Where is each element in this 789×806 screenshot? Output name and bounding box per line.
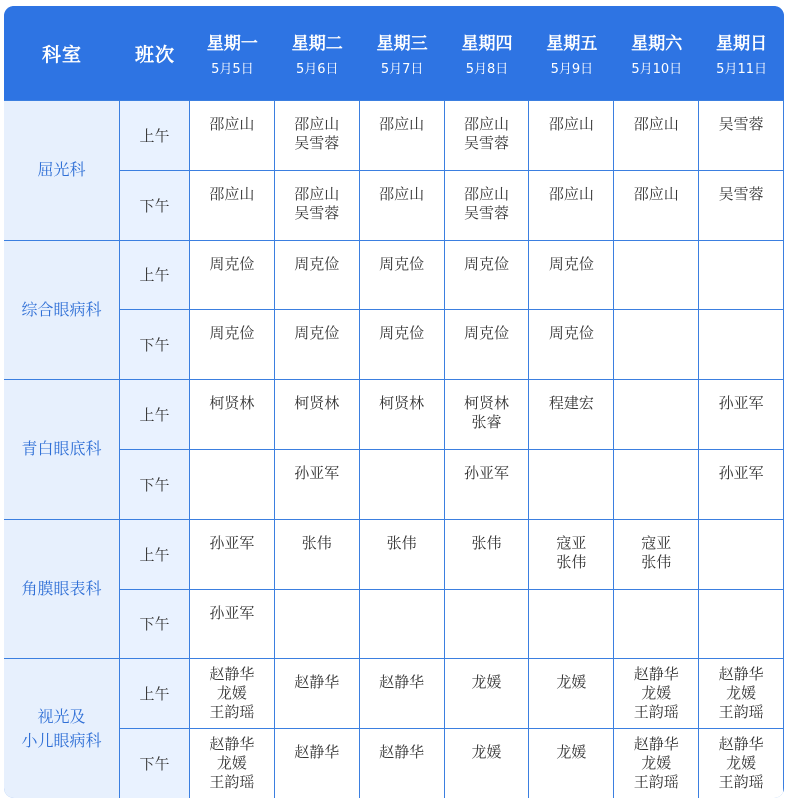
schedule-cell xyxy=(699,171,783,240)
schedule-cell xyxy=(275,310,359,379)
schedule-cell xyxy=(275,101,359,170)
schedule-cell xyxy=(614,380,698,449)
doctor-names: 邵应山 吴雪蓉 xyxy=(464,115,510,152)
doctor-names: 周克俭 xyxy=(548,324,594,343)
doctor-names: 寇亚 张伟 xyxy=(556,533,587,571)
doctor-names: 赵静华 龙媛 王韵瑶 xyxy=(209,665,255,722)
doctor-names: 邵应山 xyxy=(379,184,425,203)
schedule-cell xyxy=(699,310,783,379)
schedule-cell xyxy=(614,310,698,379)
header-day-date: 5月7日 xyxy=(380,62,424,77)
doctor-names: 孙亚军 xyxy=(209,603,255,622)
doctor-names: 柯贤林 张睿 xyxy=(464,394,510,432)
schedule-cell xyxy=(445,450,529,519)
shift-label: 下午 xyxy=(139,475,170,494)
doctor-names: 邵应山 xyxy=(548,115,594,133)
schedule-cell xyxy=(275,380,359,449)
schedule-cell xyxy=(614,520,698,589)
header-day-5 xyxy=(529,6,614,100)
header-day-date: 5月10日 xyxy=(631,62,683,77)
doctor-names: 柯贤林 xyxy=(209,394,255,413)
schedule-cell xyxy=(699,590,783,659)
doctor-names: 吴雪蓉 xyxy=(718,115,764,133)
department-name: 屈光科 xyxy=(37,160,86,180)
doctor-names: 邵应山 xyxy=(633,115,679,133)
schedule-cell xyxy=(699,729,783,798)
header-day-name: 星期六 xyxy=(631,34,683,54)
schedule-cell xyxy=(190,659,274,728)
shift-label: 下午 xyxy=(139,755,170,774)
department-cell xyxy=(4,380,119,519)
schedule-cell xyxy=(699,659,783,728)
doctor-names: 邵应山 xyxy=(209,115,255,133)
schedule-cell xyxy=(445,520,529,589)
header-day-4 xyxy=(445,6,530,100)
doctor-names: 龙媛 xyxy=(556,743,587,762)
department-cell xyxy=(4,520,119,659)
doctor-names: 邵应山 吴雪蓉 xyxy=(294,184,340,222)
doctor-names: 柯贤林 xyxy=(379,394,425,413)
shift-cell xyxy=(120,729,189,798)
schedule-cell xyxy=(614,101,698,170)
header-day-date: 5月6日 xyxy=(296,62,339,77)
shift-label: 上午 xyxy=(139,266,170,285)
doctor-names: 赵静华 龙媛 王韵瑶 xyxy=(718,665,764,722)
schedule-cell xyxy=(190,171,274,240)
schedule-cell xyxy=(190,520,274,589)
schedule-cell xyxy=(699,101,783,170)
doctor-names: 周克俭 xyxy=(209,324,255,343)
schedule-cell xyxy=(360,241,444,310)
schedule-cell xyxy=(275,590,359,659)
schedule-cell xyxy=(529,380,613,449)
doctor-names: 赵静华 xyxy=(379,743,425,762)
department-cell xyxy=(4,101,119,240)
shift-cell xyxy=(120,380,189,449)
doctor-names: 周克俭 xyxy=(548,254,594,273)
doctor-names: 柯贤林 xyxy=(294,394,340,413)
doctor-names: 邵应山 xyxy=(633,184,679,203)
doctor-names: 赵静华 龙媛 王韵瑶 xyxy=(633,735,679,792)
schedule-cell xyxy=(445,590,529,659)
schedule-cell xyxy=(614,241,698,310)
department-name: 视光及 小儿眼病科 xyxy=(21,706,102,750)
schedule-cell xyxy=(275,171,359,240)
shift-cell xyxy=(120,450,189,519)
schedule-cell xyxy=(529,729,613,798)
shift-cell xyxy=(120,241,189,310)
shift-label: 上午 xyxy=(139,406,170,425)
schedule-cell xyxy=(614,171,698,240)
doctor-names: 程建宏 xyxy=(548,394,594,413)
header-dept xyxy=(4,6,120,100)
header-day-name: 星期日 xyxy=(716,34,768,54)
doctor-names: 周克俭 xyxy=(294,324,340,343)
doctor-names: 周克俭 xyxy=(379,324,425,343)
schedule-cell xyxy=(275,241,359,310)
shift-label: 下午 xyxy=(139,336,170,355)
doctor-names: 邵应山 吴雪蓉 xyxy=(294,115,340,152)
doctor-names: 周克俭 xyxy=(379,254,425,273)
schedule-cell xyxy=(360,659,444,728)
doctor-names: 赵静华 龙媛 王韵瑶 xyxy=(209,735,255,792)
schedule-cell xyxy=(699,520,783,589)
doctor-names: 赵静华 xyxy=(294,673,340,692)
schedule-cell xyxy=(360,380,444,449)
schedule-cell xyxy=(275,659,359,728)
schedule-cell xyxy=(529,450,613,519)
schedule-cell xyxy=(275,729,359,798)
doctor-names: 张伟 xyxy=(386,533,417,552)
department-cell xyxy=(4,659,119,798)
schedule-cell xyxy=(360,310,444,379)
header-dept-label: 科室 xyxy=(41,43,82,66)
shift-label: 下午 xyxy=(139,615,170,634)
header-day-name: 星期三 xyxy=(376,34,428,54)
header-day-date: 5月11日 xyxy=(716,62,767,77)
doctor-names: 邵应山 xyxy=(548,184,594,203)
schedule-cell xyxy=(445,171,529,240)
header-shift-label: 班次 xyxy=(134,43,175,66)
schedule-cell xyxy=(699,380,783,449)
header-day-7 xyxy=(699,6,784,100)
schedule-cell xyxy=(360,520,444,589)
shift-label: 上午 xyxy=(139,126,170,145)
schedule-cell xyxy=(360,450,444,519)
schedule-cell xyxy=(445,241,529,310)
department-name: 综合眼病科 xyxy=(21,299,102,319)
schedule-cell xyxy=(529,171,613,240)
shift-cell xyxy=(120,101,189,170)
schedule-cell xyxy=(360,171,444,240)
schedule-table xyxy=(4,6,784,798)
doctor-names: 赵静华 xyxy=(379,673,425,692)
doctor-names: 龙媛 xyxy=(471,673,502,692)
schedule-cell xyxy=(190,729,274,798)
doctor-names: 孙亚军 xyxy=(464,464,510,482)
header-day-3 xyxy=(360,6,445,100)
shift-cell xyxy=(120,520,189,589)
header-day-1 xyxy=(190,6,275,100)
shift-cell xyxy=(120,590,189,659)
schedule-cell xyxy=(529,101,613,170)
table-body xyxy=(4,100,784,798)
header-day-date: 5月8日 xyxy=(465,62,509,77)
doctor-names: 张伟 xyxy=(301,533,332,552)
shift-label: 上午 xyxy=(139,685,170,704)
doctor-names: 龙媛 xyxy=(471,743,502,762)
schedule-cell xyxy=(529,659,613,728)
doctor-names: 孙亚军 xyxy=(209,533,255,552)
schedule-cell xyxy=(190,450,274,519)
table-header xyxy=(4,6,784,100)
header-day-name: 星期二 xyxy=(291,34,343,54)
department-name: 角膜眼表科 xyxy=(21,579,102,599)
shift-cell xyxy=(120,659,189,728)
doctor-names: 周克俭 xyxy=(209,254,255,273)
header-day-date: 5月9日 xyxy=(550,62,594,77)
header-day-6 xyxy=(614,6,699,100)
schedule-cell xyxy=(445,101,529,170)
shift-cell xyxy=(120,310,189,379)
doctor-names: 寇亚 张伟 xyxy=(641,533,672,571)
header-shift xyxy=(120,6,190,100)
header-day-name: 星期四 xyxy=(461,34,513,54)
schedule-cell xyxy=(190,380,274,449)
doctor-names: 周克俭 xyxy=(464,324,510,343)
schedule-cell xyxy=(699,450,783,519)
doctor-names: 邵应山 xyxy=(209,184,255,203)
header-day-date: 5月5日 xyxy=(211,62,254,77)
doctor-names: 孙亚军 xyxy=(718,464,764,482)
schedule-cell xyxy=(190,241,274,310)
schedule-cell xyxy=(190,101,274,170)
shift-label: 上午 xyxy=(139,545,170,564)
schedule-cell xyxy=(699,241,783,310)
shift-cell xyxy=(120,171,189,240)
header-day-name: 星期一 xyxy=(206,34,258,54)
schedule-cell xyxy=(190,590,274,659)
department-name: 青白眼底科 xyxy=(21,439,102,459)
doctor-names: 张伟 xyxy=(471,533,502,552)
schedule-cell xyxy=(445,310,529,379)
doctor-names: 孙亚军 xyxy=(718,394,764,413)
schedule-cell xyxy=(360,590,444,659)
schedule-cell xyxy=(275,520,359,589)
schedule-cell xyxy=(529,590,613,659)
schedule-cell xyxy=(360,729,444,798)
doctor-names: 周克俭 xyxy=(294,254,340,273)
schedule-cell xyxy=(614,450,698,519)
department-cell xyxy=(4,241,119,380)
doctor-names: 龙媛 xyxy=(556,673,587,692)
schedule-cell xyxy=(445,380,529,449)
schedule-cell xyxy=(614,659,698,728)
header-day-name: 星期五 xyxy=(546,34,598,54)
doctor-names: 赵静华 龙媛 王韵瑶 xyxy=(633,665,679,722)
shift-label: 下午 xyxy=(139,196,170,215)
doctor-names: 赵静华 xyxy=(294,743,340,762)
schedule-cell xyxy=(614,729,698,798)
doctor-names: 吴雪蓉 xyxy=(718,184,764,203)
schedule-cell xyxy=(360,101,444,170)
schedule-cell xyxy=(275,450,359,519)
schedule-cell xyxy=(445,729,529,798)
doctor-names: 邵应山 吴雪蓉 xyxy=(464,184,510,222)
schedule-cell xyxy=(614,590,698,659)
doctor-names: 周克俭 xyxy=(464,254,510,273)
schedule-cell xyxy=(529,241,613,310)
schedule-cell xyxy=(445,659,529,728)
schedule-cell xyxy=(529,310,613,379)
header-day-2 xyxy=(275,6,360,100)
doctor-names: 孙亚军 xyxy=(294,464,340,482)
doctor-names: 赵静华 龙媛 王韵瑶 xyxy=(718,735,764,792)
schedule-cell xyxy=(529,520,613,589)
doctor-names: 邵应山 xyxy=(379,115,425,133)
schedule-cell xyxy=(190,310,274,379)
